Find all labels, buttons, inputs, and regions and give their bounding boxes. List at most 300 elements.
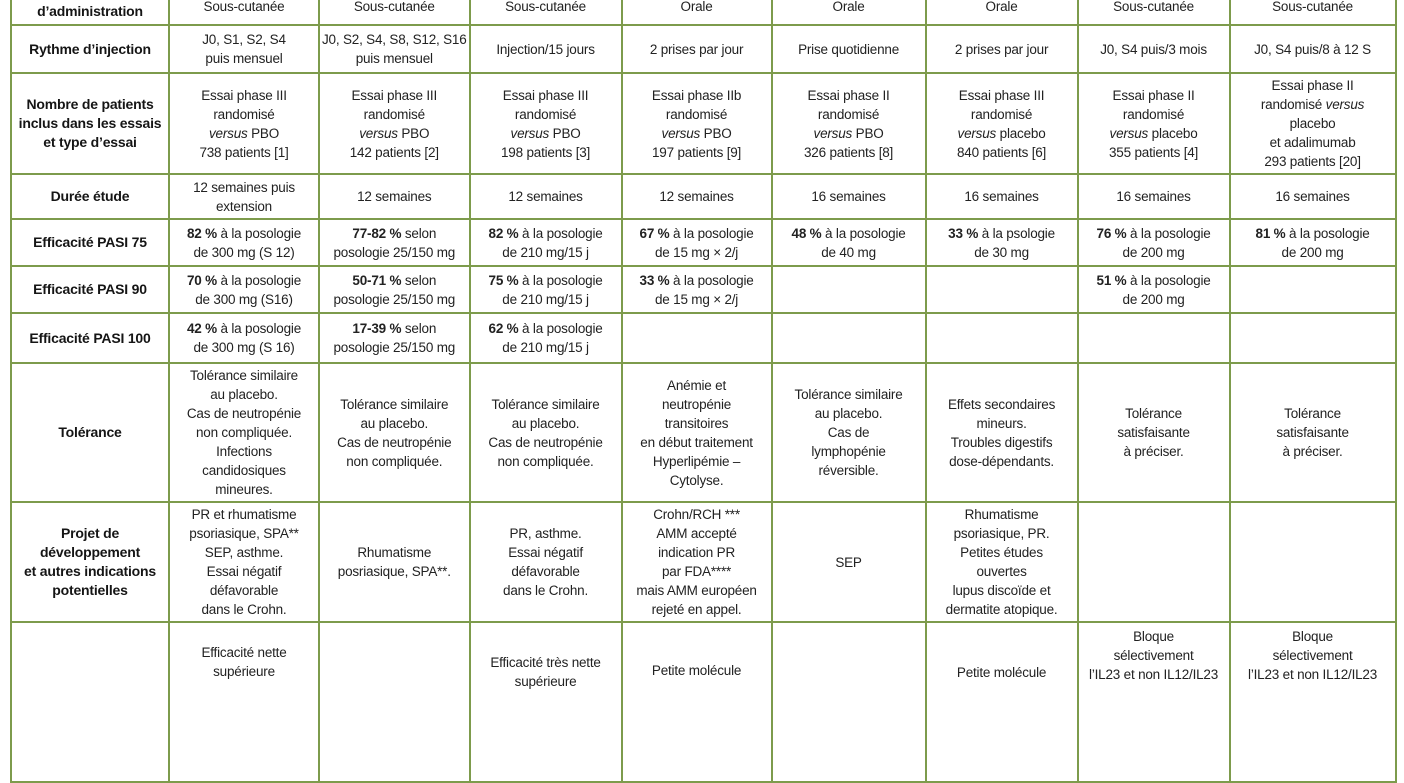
table-cell: [622, 0, 772, 25]
table-cell: [169, 622, 319, 782]
text-line: Efficacité très nette: [490, 655, 601, 670]
text-line: AMM accepté: [656, 526, 737, 541]
text-line: [172, 271, 316, 290]
text-line: 12 semaines puis: [193, 179, 295, 195]
table-cell: [926, 363, 1078, 502]
text-segment: 50-71 %: [352, 272, 402, 288]
text-segment: à la posologie: [1126, 272, 1211, 288]
text-line: de 210 mg/15 j: [502, 244, 589, 260]
row-header-tolerance: [11, 363, 169, 502]
table-cell: [319, 219, 470, 266]
row-header-pasi-75: [11, 219, 169, 266]
text-line: 326 patients [8]: [803, 144, 894, 160]
row-header-rythme-injection: [11, 25, 169, 73]
text-line: de 15 mg × 2/j: [654, 291, 739, 307]
text-line: Rythme d’injection: [29, 40, 151, 57]
text-line: psoriasique, SPA**: [189, 526, 299, 541]
text-line: de 200 mg: [1122, 244, 1185, 260]
table-cell: [169, 0, 319, 25]
text-line: développement: [39, 544, 141, 560]
text-line: extension: [216, 198, 272, 214]
table-row-projet-developpement: [11, 502, 1396, 622]
text-line: randomisé: [1122, 106, 1185, 122]
text-line: de 300 mg (S16): [195, 291, 293, 307]
text-line: de 15 mg × 2/j: [654, 244, 739, 260]
table-cell: [926, 502, 1078, 622]
text-line: 738 patients [1]: [199, 144, 289, 160]
table-cell: [1230, 363, 1396, 502]
table-cell: [169, 313, 319, 363]
table-cell: [470, 25, 622, 73]
text-line: satisfaisante: [1117, 425, 1190, 440]
text-line: J0, S2, S4, S8, S12, S16: [322, 32, 467, 47]
text-line: Projet de: [60, 525, 120, 541]
text-line: sélectivement: [1113, 648, 1194, 663]
row-header-commentaires: [11, 622, 169, 782]
text-line: Essai phase II: [807, 87, 890, 103]
text-line: inclus dans les essais: [18, 115, 162, 131]
text-line: [1081, 271, 1227, 290]
table-cell: [926, 174, 1078, 219]
text-line: Orale: [832, 0, 865, 14]
text-segment: à la posologie: [216, 225, 302, 241]
text-line: [929, 124, 1075, 143]
table-row-pasi-90: [11, 266, 1396, 313]
row-header-duree-etude: [11, 174, 169, 219]
text-line: l’IL23 et non IL12/IL23: [1089, 667, 1219, 682]
text-line: lymphopénie: [811, 444, 886, 459]
table-cell: [926, 622, 1078, 782]
text-line: au placebo.: [511, 415, 580, 431]
table-cell: [622, 174, 772, 219]
table-cell: [169, 219, 319, 266]
text-line: supérieure: [514, 674, 577, 689]
text-line: Petites études: [960, 545, 1043, 560]
text-segment: 76 %: [1096, 225, 1127, 241]
text-line: [1081, 124, 1227, 143]
text-line: Sous-cutanée: [353, 0, 435, 14]
table-row-duree-etude: [11, 174, 1396, 219]
text-line: Tolérance: [1125, 406, 1182, 421]
text-segment: versus: [208, 125, 248, 141]
table-cell: [772, 219, 926, 266]
text-line: neutropénie: [661, 396, 732, 412]
text-line: mineurs.: [976, 415, 1027, 431]
table-cell: [772, 363, 926, 502]
table-cell: [319, 502, 470, 622]
text-line: au placebo.: [210, 387, 278, 402]
text-line: Bloque: [1292, 629, 1333, 644]
text-line: [172, 224, 316, 243]
text-line: 16 semaines: [811, 189, 886, 204]
text-line: dans le Crohn.: [503, 583, 589, 598]
table-cell: [470, 266, 622, 313]
text-segment: 81 %: [1255, 225, 1286, 241]
text-segment: 51 %: [1096, 272, 1127, 288]
table-cell: [622, 363, 772, 502]
table-cell: [1078, 25, 1230, 73]
table-cell: [470, 363, 622, 502]
text-line: randomisé: [514, 106, 577, 122]
text-line: [473, 319, 619, 338]
text-segment: 70 %: [186, 272, 217, 288]
text-segment: à la posologie: [216, 272, 302, 288]
text-line: Cas de neutropénie: [186, 406, 302, 421]
table-cell: [470, 313, 622, 363]
text-line: [473, 224, 619, 243]
text-line: [625, 271, 769, 290]
text-line: l’IL23 et non IL12/IL23: [1248, 667, 1378, 682]
table-row-commentaires: [11, 622, 1396, 782]
treatment-comparison-table: [10, 0, 1397, 783]
text-line: Essai négatif: [206, 564, 282, 579]
table-cell: [772, 622, 926, 782]
text-line: [1081, 224, 1227, 243]
table-cell: [926, 25, 1078, 73]
text-segment: à la posologie: [821, 225, 906, 241]
text-line: de 200 mg: [1122, 291, 1185, 307]
text-line: Tolérance similaire: [340, 396, 449, 412]
table-cell: [622, 622, 772, 782]
table-cell: [772, 313, 926, 363]
table-cell: [1230, 219, 1396, 266]
text-line: [1233, 95, 1393, 114]
table-row-tolerance: [11, 363, 1396, 502]
text-line: Durée étude: [50, 188, 130, 204]
text-line: Injection/15 jours: [496, 41, 595, 57]
text-segment: versus: [957, 125, 997, 141]
text-line: Essai phase II: [1271, 78, 1354, 93]
text-line: SEP, asthme.: [204, 545, 284, 560]
text-line: lupus discoïde et: [952, 583, 1051, 598]
text-line: Anémie et: [667, 377, 727, 393]
text-segment: à la posologie: [518, 272, 603, 288]
text-line: Tolérance: [1284, 406, 1341, 421]
text-segment: 67 %: [639, 225, 670, 241]
text-segment: 82 %: [186, 225, 217, 241]
text-line: dermatite atopique.: [945, 602, 1058, 617]
table-cell: [622, 313, 772, 363]
text-line: transitoires: [664, 415, 729, 431]
text-segment: selon: [401, 272, 437, 288]
text-line: supérieure: [213, 664, 275, 679]
text-line: [625, 224, 769, 243]
text-line: au placebo.: [814, 406, 883, 421]
text-segment: PBO: [247, 125, 280, 141]
text-line: mineures.: [215, 482, 273, 497]
text-line: Orale: [985, 0, 1018, 14]
text-line: indication PR: [658, 545, 736, 560]
text-segment: PBO: [397, 125, 430, 141]
text-segment: versus: [1109, 125, 1149, 141]
table-cell: [622, 502, 772, 622]
text-line: satisfaisante: [1276, 425, 1349, 440]
text-line: rejeté en appel.: [651, 602, 742, 617]
table-cell: [169, 73, 319, 174]
table-cell: [470, 502, 622, 622]
table-cell: [319, 25, 470, 73]
text-line: puis mensuel: [205, 51, 283, 66]
text-segment: à la posologie: [1126, 225, 1211, 241]
text-line: candidosiques: [202, 463, 286, 478]
text-line: défavorable: [209, 583, 279, 598]
text-line: Sous-cutanée: [1272, 0, 1353, 14]
text-line: Efficacité PASI 75: [33, 234, 147, 250]
text-line: Essai phase IIb: [651, 87, 742, 103]
text-line: 355 patients [4]: [1108, 144, 1199, 160]
text-line: 840 patients [6]: [956, 144, 1047, 160]
text-line: J0, S1, S2, S4: [202, 32, 286, 47]
text-line: de 40 mg: [821, 244, 876, 260]
text-line: placebo: [1289, 116, 1336, 131]
text-line: 2 prises par jour: [954, 41, 1049, 57]
text-line: Sous-cutanée: [1113, 0, 1194, 14]
table-cell: [1230, 73, 1396, 174]
row-header-voie-administration: [11, 0, 169, 25]
table-cell: [772, 25, 926, 73]
text-line: de 210 mg/15 j: [502, 291, 589, 307]
text-line: 198 patients [3]: [500, 144, 591, 160]
table-cell: [1078, 174, 1230, 219]
text-line: dans le Crohn.: [201, 602, 287, 617]
table-cell: [1230, 313, 1396, 363]
text-segment: versus: [661, 125, 701, 141]
table-cell: [470, 73, 622, 174]
text-line: Cas de neutropénie: [488, 434, 603, 450]
text-line: en début traitement: [640, 434, 753, 450]
text-line: et type d’essai: [43, 134, 137, 150]
text-line: Cas de neutropénie: [337, 434, 452, 450]
text-line: Essai phase III: [958, 87, 1045, 103]
text-line: de 300 mg (S 12): [193, 244, 295, 260]
text-line: défavorable: [511, 564, 580, 579]
text-line: [775, 224, 923, 243]
text-line: Essai phase II: [1112, 87, 1195, 103]
table-cell: [169, 363, 319, 502]
text-line: Tolérance similaire: [794, 387, 903, 402]
text-line: Troubles digestifs: [950, 434, 1053, 450]
table-cell: [926, 266, 1078, 313]
text-line: psoriasique, PR.: [953, 526, 1050, 541]
text-segment: à la posologie: [518, 225, 603, 241]
text-line: 16 semaines: [1116, 189, 1191, 204]
text-line: Efficacité PASI 100: [29, 329, 151, 346]
text-line: [322, 124, 467, 143]
text-line: non compliquée.: [497, 453, 594, 469]
table-cell: [1078, 219, 1230, 266]
table-cell: [622, 219, 772, 266]
table-cell: [169, 502, 319, 622]
table-cell: [772, 0, 926, 25]
text-segment: 48 %: [791, 225, 822, 241]
text-line: Sous-cutanée: [203, 0, 285, 14]
text-line: au placebo.: [360, 415, 429, 431]
text-line: [473, 124, 619, 143]
row-header-pasi-90: [11, 266, 169, 313]
text-line: Tolérance similaire: [491, 396, 600, 412]
text-line: Orale: [680, 0, 713, 14]
table-cell: [772, 502, 926, 622]
text-line: et adalimumab: [1269, 135, 1356, 150]
text-line: randomisé: [817, 106, 880, 122]
text-line: et autres indications: [24, 563, 156, 579]
text-line: [473, 271, 619, 290]
text-line: non compliquée.: [346, 453, 443, 469]
text-line: Cytolyse.: [669, 472, 724, 488]
text-line: 16 semaines: [964, 189, 1039, 204]
text-segment: placebo: [996, 125, 1046, 141]
table-cell: [1230, 266, 1396, 313]
text-line: J0, S4 puis/8 à 12 S: [1254, 41, 1371, 57]
text-line: Petite molécule: [956, 665, 1047, 680]
text-segment: à la posologie: [216, 321, 302, 336]
text-line: non compliquée.: [195, 425, 293, 440]
text-line: réversible.: [818, 463, 879, 478]
text-segment: à la posologie: [1285, 225, 1370, 241]
text-line: 197 patients [9]: [651, 144, 742, 160]
table-row-nombre-patients: [11, 73, 1396, 174]
table-cell: [1230, 0, 1396, 25]
text-line: puis mensuel: [355, 51, 433, 66]
table-cell: [470, 622, 622, 782]
text-segment: versus: [359, 125, 398, 141]
text-segment: randomisé: [1260, 97, 1326, 112]
text-line: de 210 mg/15 j: [502, 340, 589, 355]
text-line: [172, 319, 316, 338]
text-line: Rhumatisme: [357, 545, 432, 560]
text-line: [172, 124, 316, 143]
table-cell: [772, 73, 926, 174]
table-row-rythme-injection: [11, 25, 1396, 73]
table-cell: [1078, 0, 1230, 25]
text-segment: 33 %: [948, 225, 979, 241]
text-line: à préciser.: [1282, 444, 1343, 459]
table-cell: [622, 25, 772, 73]
text-segment: à la psologie: [978, 225, 1055, 241]
table-row-pasi-100: [11, 313, 1396, 363]
text-line: J0, S4 puis/3 mois: [1100, 41, 1207, 57]
text-line: d’administration: [37, 3, 143, 19]
text-line: 12 semaines: [659, 189, 734, 204]
text-line: posologie 25/150 mg: [333, 291, 456, 307]
text-line: Rhumatisme: [964, 507, 1039, 522]
text-segment: PBO: [852, 125, 884, 141]
text-line: dose-dépendants.: [949, 453, 1054, 469]
row-header-pasi-100: [11, 313, 169, 363]
text-line: PR, asthme.: [509, 526, 582, 541]
text-line: Effets secondaires: [947, 396, 1056, 412]
row-header-nombre-patients: [11, 73, 169, 174]
table-cell: [470, 0, 622, 25]
text-line: [929, 224, 1075, 243]
text-segment: 75 %: [488, 272, 519, 288]
table-cell: [622, 73, 772, 174]
table-cell: [1230, 622, 1396, 782]
text-line: mais AMM européen: [636, 583, 757, 598]
table-cell: [470, 219, 622, 266]
text-line: Tolérance: [58, 424, 122, 440]
table-cell: [1230, 502, 1396, 622]
text-segment: PBO: [700, 125, 732, 141]
table-cell: [926, 73, 1078, 174]
text-line: potentielles: [52, 582, 128, 598]
text-line: randomisé: [665, 106, 728, 122]
table-cell: [319, 174, 470, 219]
text-line: Petite molécule: [651, 663, 742, 678]
text-line: Essai phase III: [201, 87, 287, 103]
text-segment: à la posologie: [669, 272, 754, 288]
text-line: Prise quotidienne: [798, 41, 899, 57]
text-line: de 200 mg: [1281, 244, 1344, 260]
text-line: Efficacité PASI 90: [33, 281, 147, 297]
table-cell: [1078, 363, 1230, 502]
text-line: 12 semaines: [357, 189, 432, 204]
text-line: [322, 224, 467, 243]
table-cell: [169, 174, 319, 219]
table-cell: [1230, 25, 1396, 73]
table-cell: [622, 266, 772, 313]
text-line: [322, 319, 467, 338]
text-line: Nombre de patients: [26, 96, 154, 112]
text-line: Tolérance similaire: [190, 368, 298, 383]
table-cell: [470, 174, 622, 219]
text-segment: à la posologie: [518, 321, 603, 336]
text-line: sélectivement: [1272, 648, 1353, 663]
text-line: Essai négatif: [508, 545, 583, 560]
text-segment: 62 %: [488, 321, 519, 336]
text-line: Essai phase III: [502, 87, 589, 103]
table-cell: [319, 363, 470, 502]
text-line: Sous-cutanée: [505, 0, 586, 14]
text-line: posriasique, SPA**.: [337, 564, 451, 579]
table-cell: [319, 73, 470, 174]
text-segment: selon: [401, 321, 437, 336]
row-header-projet-developpement: [11, 502, 169, 622]
table-cell: [319, 313, 470, 363]
text-line: Efficacité nette: [201, 645, 287, 660]
text-line: [775, 124, 923, 143]
table-row-pasi-75: [11, 219, 1396, 266]
text-line: posologie 25/150 mg: [333, 244, 456, 260]
text-line: Hyperlipémie –: [652, 453, 741, 469]
table-cell: [1078, 266, 1230, 313]
table-cell: [169, 266, 319, 313]
text-line: Cas de: [827, 425, 870, 440]
text-line: 16 semaines: [1275, 189, 1350, 204]
text-line: PR et rhumatisme: [191, 507, 297, 522]
text-line: par FDA****: [662, 564, 732, 579]
table-cell: [319, 0, 470, 25]
text-segment: 33 %: [639, 272, 670, 288]
table-cell: [319, 266, 470, 313]
text-line: randomisé: [970, 106, 1033, 122]
text-line: randomisé: [213, 106, 275, 122]
text-segment: à la posologie: [669, 225, 754, 241]
text-line: Essai phase III: [351, 87, 438, 103]
text-segment: 77-82 %: [352, 225, 402, 241]
table-cell: [1230, 174, 1396, 219]
text-line: Crohn/RCH ***: [653, 507, 740, 522]
table-cell: [926, 219, 1078, 266]
text-line: 142 patients [2]: [349, 144, 439, 160]
text-line: à préciser.: [1123, 444, 1184, 459]
text-line: [1233, 224, 1393, 243]
text-segment: PBO: [549, 125, 581, 141]
text-segment: selon: [401, 225, 437, 241]
text-line: 12 semaines: [508, 189, 583, 204]
text-segment: 17-39 %: [352, 321, 402, 336]
text-segment: placebo: [1148, 125, 1198, 141]
